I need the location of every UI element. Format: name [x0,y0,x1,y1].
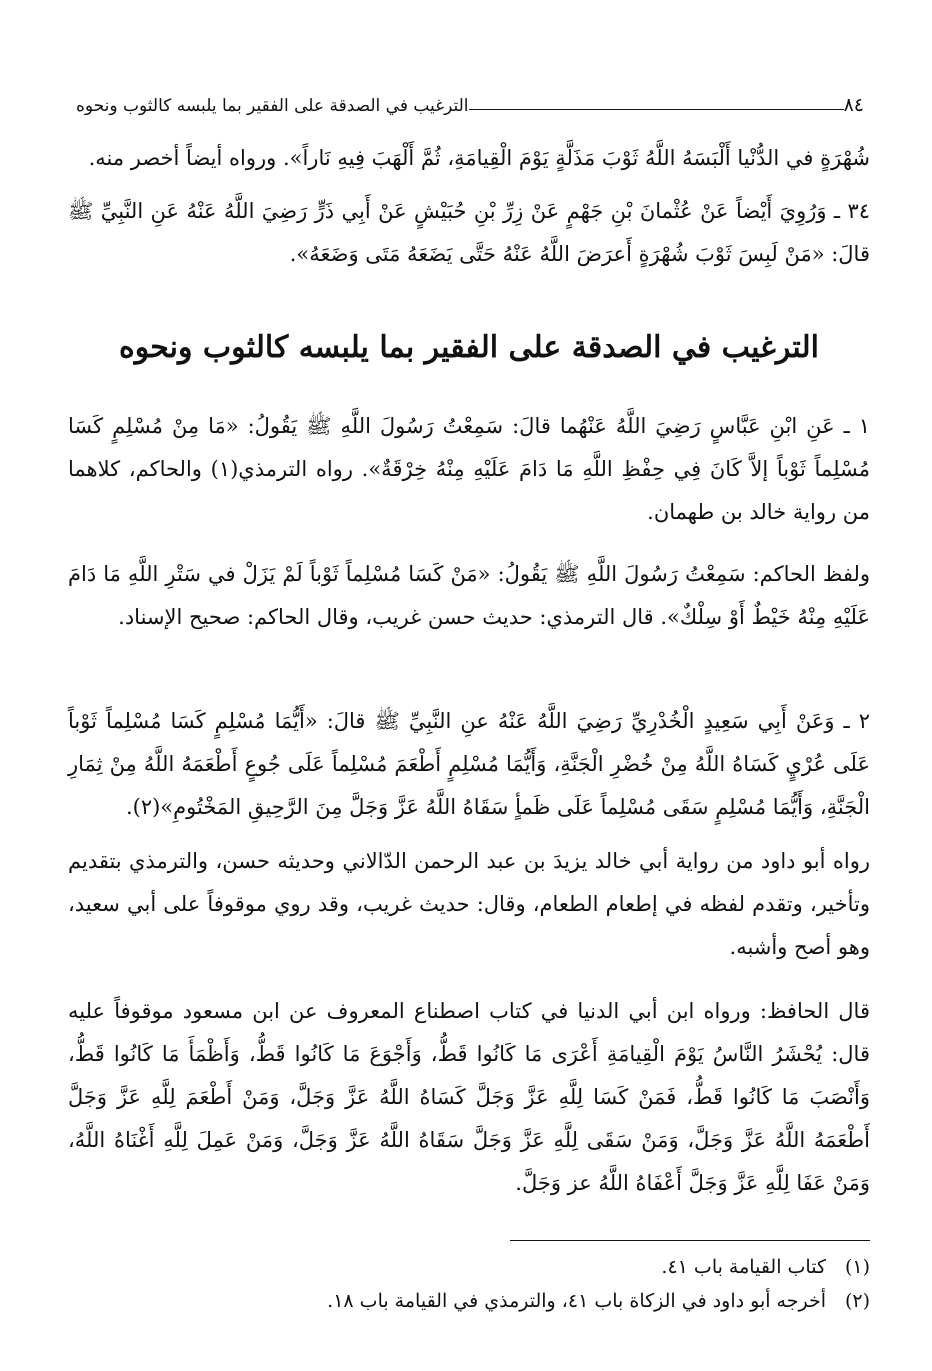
footnote-text: كتاب القيامة باب ٤١. [661,1256,826,1278]
page-number: ٨٤ [843,94,864,116]
footnote-1 [68,1250,870,1284]
footnote-text: أخرجه أبو داود في الزكاة باب ٤١، والترمذي في القيامة باب ١٨. [327,1290,826,1312]
paragraph-intro: شُهْرَةٍ في الدُّنْيا أَلْبَسَهُ اللَّهُ ثَوْبَ مَذَلَّةٍ يَوْمَ الْقِيامَةِ، ثُمَّ أَلْهَبَ فِيهِ نَاراً». ورواه أيضاً أخصر منه. [88,146,870,170]
paragraph-hafiz: قال الحافظ: ورواه ابن أبي الدنيا في كتاب اصطناع المعروف عن ابن مسعود موقوفاً عليه قال: يُحْشَرُ النَّاسُ يَوْمَ الْقِيامَةِ أَعْرَى مَا كَانُوا قَطُّ، وَأَجْوَعَ مَا كَانُوا قَطُّ، وَأَظْمَأَ مَا كَانُوا قَطُّ، وَأَنْصَبَ مَا كَانُوا قَطُّ، فَمَنْ كَسَا لِلَّهِ عَزَّ وَجَلَّ كَسَاهُ اللَّهُ عَزَّ وَجَلَّ، وَمَنْ أَطْعَمَ لِلَّهِ عَزَّ وَجَلَّ أَطْعَمَهُ اللَّهُ عَزَّ وَجَلَّ، وَمَنْ سَقَى لِلَّهِ عَزَّ وَجَلَّ سَقَاهُ اللَّهُ عَزَّ وَجَلَّ، وَمَنْ عَمِلَ لِلَّهِ أَغْنَاهُ اللَّهُ، وَمَنْ عَفَا لِلَّهِ عَزَّ وَجَلَّ أَعْفَاهُ اللَّهُ عز وَجَلَّ. [68,999,870,1195]
footnote-rule [510,1240,870,1241]
footnote-2 [68,1284,870,1318]
paragraph-hadith-2: ٢ ـ وَعَنْ أَبِي سَعِيدٍ الْخُدْرِيِّ رَضِيَ اللَّهُ عَنْهُ عنِ النَّبِيِّ ﷺ قالَ: «أَيُّمَا مُسْلِمٍ كَسَا مُسْلِماً ثَوْباً عَلَى عُرْيٍ كَسَاهُ اللَّهُ مِنْ خُضْرِ الْجَنَّةِ، وَأَيُّمَا مُسْلِمٍ أَطْعَمَ مُسْلِماً عَلَى جُوعٍ أَطْعَمَهُ اللَّهُ مِنْ ثِمَارِ الْجَنَّةِ، وَأَيُّمَا مُسْلِمٍ سَقَى مُسْلِماً عَلَى ظَمأٍ سَقَاهُ اللَّهُ عَزَّ وَجَلَّ مِنَ الرَّحِيقِ المَخْتُومِ»(٢). [68,709,870,819]
paragraph-hadith-1: ١ ـ عَنِ ابْنِ عَبَّاسٍ رَضِيَ اللَّهُ عَنْهُما قالَ: سَمِعْتُ رَسُولَ اللَّهِ ﷺ يَقُولُ: «مَا مِنْ مُسْلِمٍ كَسَا مُسْلِماً ثَوْباً إلاَّ كَانَ فِي حِفْظِ اللَّهِ مَا دَامَ عَلَيْهِ مِنْهُ خِرْقَةٌ». رواه الترمذي(١) والحاكم، كلاهما من رواية خالد بن طهمان. [68,414,871,524]
header-rule [469,109,844,110]
running-title: الترغيب في الصدقة على الفقير بما يلبسه كالثوب ونحوه [76,96,469,116]
section-title: الترغيب في الصدقة على الفقير بما يلبسه كالثوب ونحوه [119,330,819,365]
footnote-number: (١) [844,1256,870,1278]
paragraph-hadith-34: ٣٤ ـ وَرُوِيَ أَيْضاً عَنْ عُثْمانَ بْنِ جَهْمٍ عَنْ زِرِّ بْنِ حُبَيْشٍ عَنْ أَبِي ذَرٍّ رَضِيَ اللَّهُ عَنْهُ عَنِ النَّبِيِّ ﷺ قالَ: «مَنْ لَبِسَ ثَوْبَ شُهْرَةٍ أَعرَضَ اللَّهُ عَنْهُ حَتَّى يَضَعَهُ مَتَى وَضَعَهُ». [68,199,870,266]
footnote-number: (٢) [844,1290,870,1312]
paragraph-hadith-2-commentary: رواه أبو داود من رواية أبي خالد يزيدَ بن عبد الرحمن الدّالاني وحديثه حسن، والترمذي بتقديم وتأخير، وتقدم لفظه في إطعام الطعام، وقال: حديث غريب، وقد روي موقوفاً على أبي سعيد، وهو أصح وأشبه. [68,849,870,959]
paragraph-hakim-wording: ولفظ الحاكم: سَمِعْتُ رَسُولَ اللَّهِ ﷺ يَقُولُ: «مَنْ كَسَا مُسْلِماً ثَوْباً لَمْ يَزَلْ في سَتْرِ اللَّهِ مَا دَامَ عَلَيْهِ مِنْهُ خَيْطٌ أَوْ سِلْكٌ». قال الترمذي: حديث حسن غريب، وقال الحاكم: صحيح الإسناد. [68,562,870,629]
page-header [68,88,870,116]
footnotes [68,1250,870,1318]
